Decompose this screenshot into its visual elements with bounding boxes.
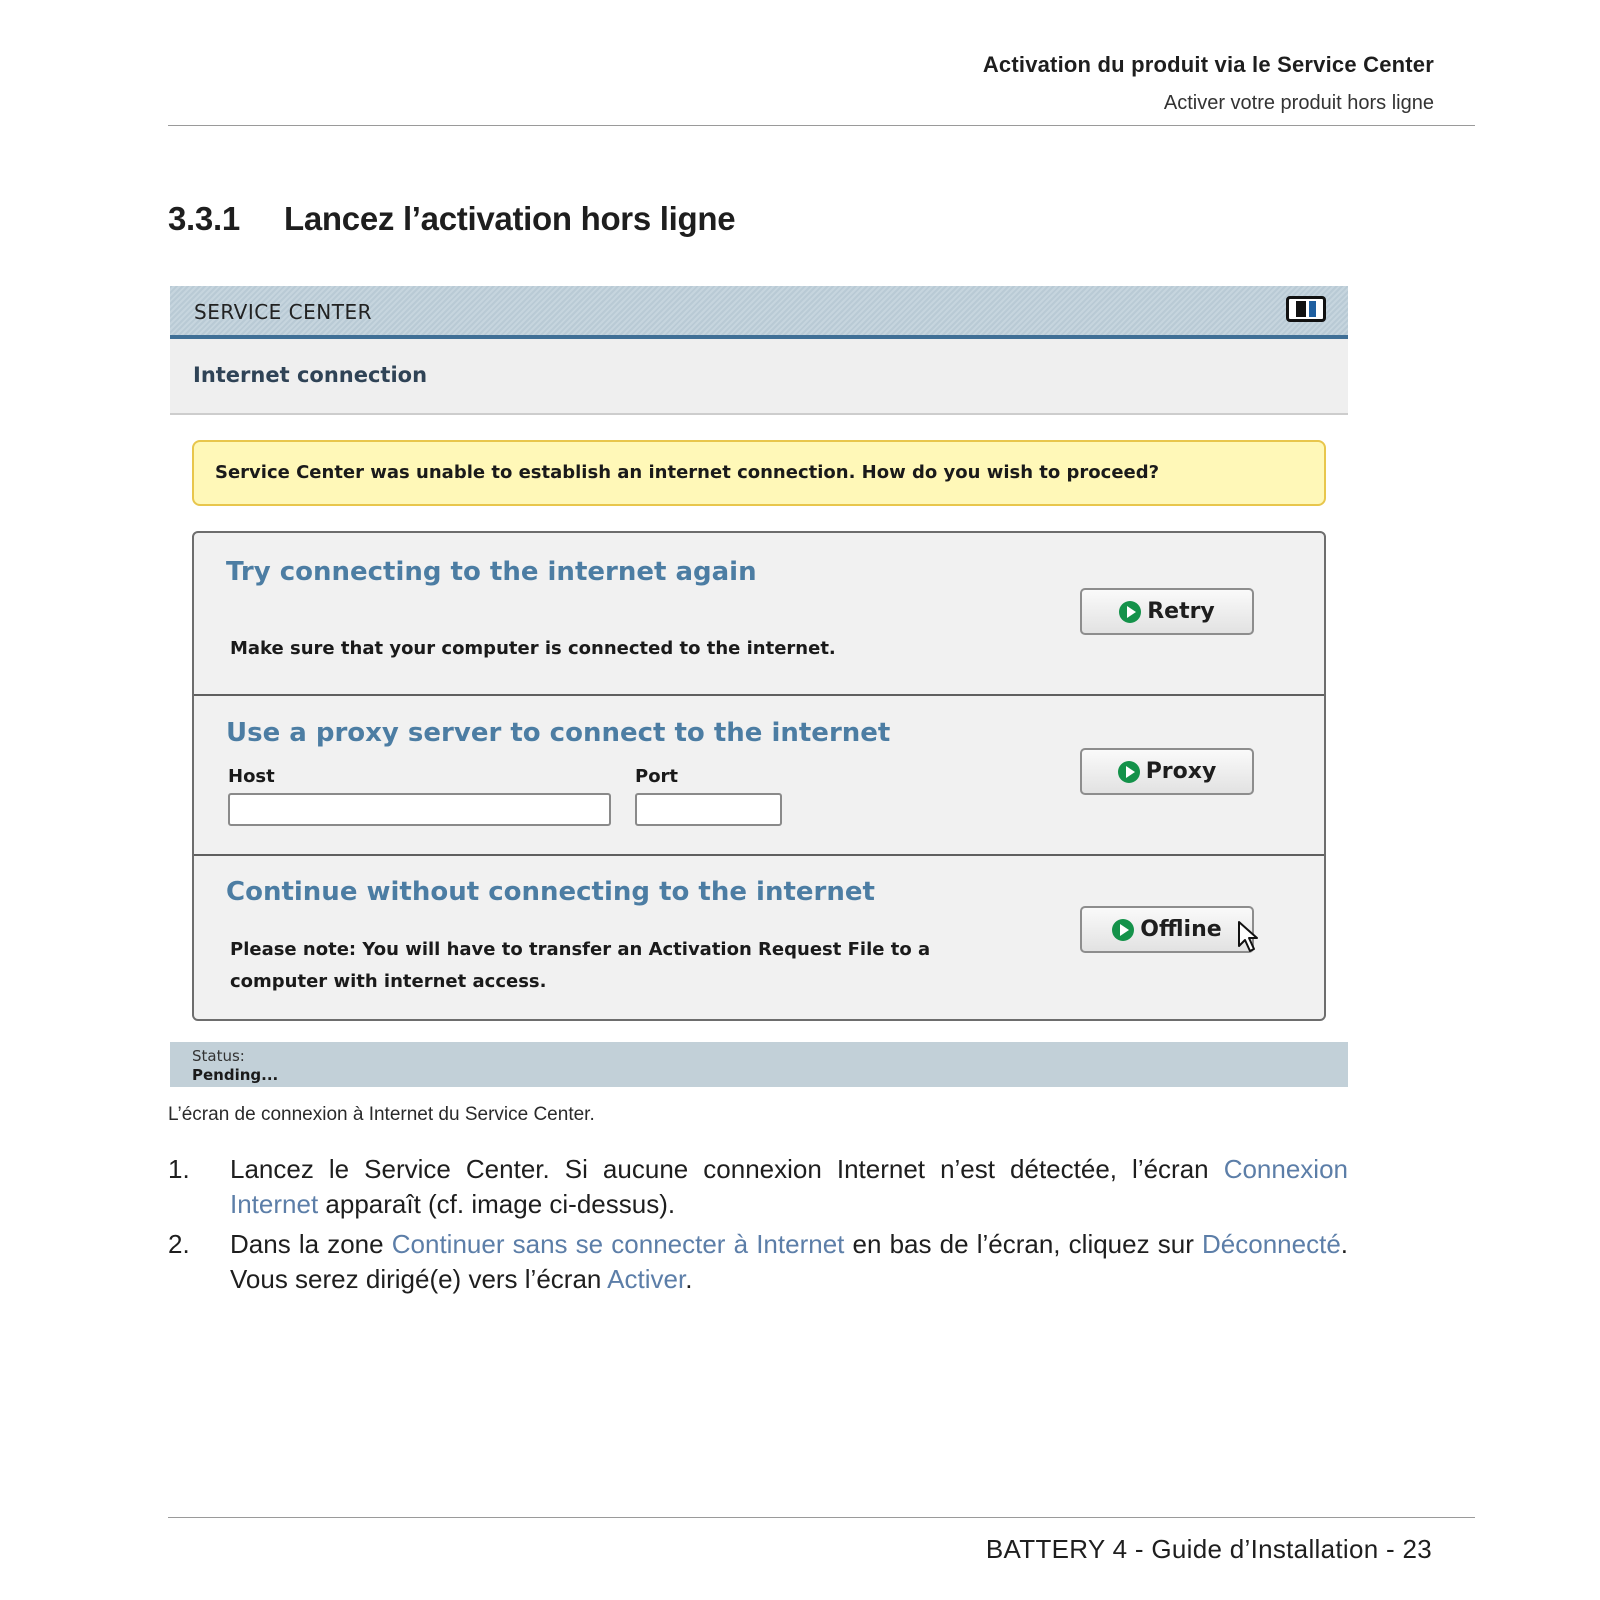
page-header	[170, 339, 1348, 415]
ui-reference-link: Déconnecté	[1202, 1229, 1341, 1259]
native-instruments-logo-icon	[1286, 296, 1326, 322]
retry-button-label: Retry	[1147, 599, 1215, 624]
running-head-title: Activation du produit via le Service Center	[982, 52, 1434, 77]
status-value: Pending...	[192, 1066, 279, 1084]
steps-list	[168, 1152, 1348, 1302]
option-description: Make sure that your computer is connected to the internet.	[230, 638, 836, 659]
host-input[interactable]	[228, 793, 611, 826]
option-proxy	[194, 694, 1324, 856]
option-offline	[194, 854, 1324, 1021]
step-text: en bas de l’écran, cliquez sur	[844, 1229, 1203, 1259]
page-title: Internet connection	[193, 363, 428, 387]
section-title: Lancez l’activation hors ligne	[284, 200, 736, 237]
status-label: Status:	[192, 1047, 245, 1065]
list-item	[168, 1227, 1348, 1297]
section-heading	[168, 200, 735, 238]
step-text: apparaît (cf. image ci-dessus).	[318, 1189, 676, 1219]
step-text: . Vous serez dirigé(e) vers l’écran	[230, 1229, 1349, 1294]
option-description: Please note: You will have to transfer an Activation Request File to a computer with internet access.	[230, 939, 931, 992]
proxy-button-label: Proxy	[1145, 759, 1217, 784]
service-center-screenshot	[170, 286, 1348, 1087]
ui-reference-link: Activer	[607, 1264, 686, 1294]
figure-caption: L’écran de connexion à Internet du Service Center.	[168, 1104, 595, 1125]
port-input[interactable]	[635, 793, 782, 826]
footer-rule	[168, 1517, 1475, 1518]
step-text: Dans la zone	[230, 1229, 392, 1259]
mouse-pointer-icon	[1237, 920, 1259, 954]
host-label: Host	[228, 766, 275, 787]
ui-reference-link: Continuer sans se connecter à Internet	[391, 1229, 845, 1259]
option-title: Continue without connecting to the internet	[226, 877, 875, 907]
running-head-subtitle: Activer votre produit hors ligne	[1163, 92, 1434, 114]
options-panel	[192, 531, 1326, 1021]
page-footer: BATTERY 4 - Guide d’Installation - 23	[985, 1534, 1432, 1564]
play-icon	[1118, 761, 1140, 783]
offline-button-label: Offline	[1140, 917, 1222, 942]
port-label: Port	[635, 766, 679, 787]
step-text: .	[685, 1264, 693, 1294]
header-rule	[168, 125, 1475, 126]
ui-reference-link: Connexion Internet	[230, 1154, 1348, 1219]
step-number: 2.	[168, 1229, 190, 1259]
list-item	[168, 1152, 1348, 1222]
proxy-button[interactable]	[1080, 748, 1254, 795]
play-icon	[1112, 919, 1134, 941]
running-head	[983, 52, 1434, 115]
option-title: Use a proxy server to connect to the internet	[226, 718, 891, 748]
status-bar	[170, 1042, 1348, 1087]
play-icon	[1119, 601, 1141, 623]
step-number: 1.	[168, 1154, 190, 1184]
step-text: Lancez le Service Center. Si aucune connexion Internet n’est détectée, l’écran	[230, 1154, 1224, 1184]
option-title: Try connecting to the internet again	[226, 557, 757, 587]
option-retry	[194, 533, 1324, 696]
app-title: SERVICE CENTER	[194, 300, 372, 324]
offline-button[interactable]	[1080, 906, 1254, 953]
section-number: 3.3.1	[168, 200, 240, 237]
warning-banner: Service Center was unable to establish an internet connection. How do you wish to proceed?	[192, 440, 1326, 506]
retry-button[interactable]	[1080, 588, 1254, 635]
app-title-bar	[170, 286, 1348, 339]
